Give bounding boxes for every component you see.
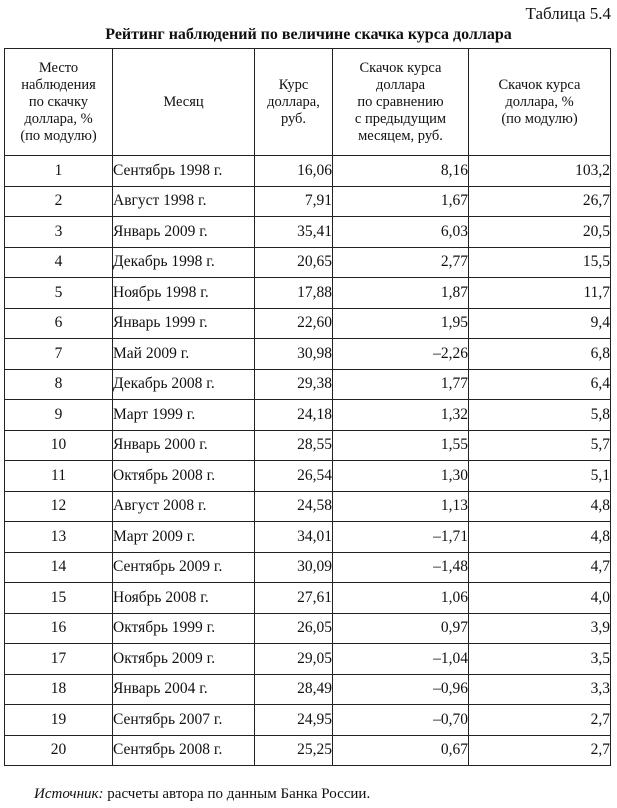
rank-cell: 12 (5, 491, 113, 522)
rate-cell: 28,55 (255, 430, 333, 461)
table-row (5, 308, 611, 339)
jump-rub-cell: 1,06 (333, 583, 469, 614)
jump-rub-cell: 0,67 (333, 735, 469, 766)
jump-rub-cell: 1,87 (333, 278, 469, 309)
jump-pct-cell: 3,5 (469, 644, 611, 675)
rank-cell: 1 (5, 156, 113, 187)
rate-cell: 20,65 (255, 247, 333, 278)
table-row (5, 247, 611, 278)
rank-cell: 9 (5, 400, 113, 431)
source-text: расчеты автора по данным Банка России. (103, 786, 371, 802)
rate-cell: 30,09 (255, 552, 333, 583)
month-cell: Март 1999 г. (113, 400, 255, 431)
table-row (5, 156, 611, 187)
header-jump-pct: Скачок курса доллара, % (по модулю) (469, 49, 611, 156)
jump-rub-cell: –1,48 (333, 552, 469, 583)
table-title: Рейтинг наблюдений по величине скачка курса доллара (105, 26, 512, 43)
table-row (5, 278, 611, 309)
jump-pct-cell: 4,8 (469, 522, 611, 553)
rate-cell: 17,88 (255, 278, 333, 309)
rate-cell: 26,54 (255, 461, 333, 492)
header-rate: Курс доллара, руб. (255, 49, 333, 156)
header-month: Месяц (113, 49, 255, 156)
table-number-label: Таблица 5.4 (525, 4, 611, 23)
jump-pct-cell: 5,8 (469, 400, 611, 431)
month-cell: Январь 2000 г. (113, 430, 255, 461)
rate-cell: 22,60 (255, 308, 333, 339)
month-cell: Август 2008 г. (113, 491, 255, 522)
jump-rub-cell: 1,13 (333, 491, 469, 522)
table-row (5, 461, 611, 492)
rate-cell: 7,91 (255, 186, 333, 217)
rank-cell: 3 (5, 217, 113, 248)
month-cell: Январь 1999 г. (113, 308, 255, 339)
jump-rub-cell: –2,26 (333, 339, 469, 370)
table-row (5, 674, 611, 705)
rank-cell: 17 (5, 644, 113, 675)
month-cell: Сентябрь 2008 г. (113, 735, 255, 766)
rate-cell: 24,95 (255, 705, 333, 736)
jump-rub-cell: 2,77 (333, 247, 469, 278)
rank-cell: 5 (5, 278, 113, 309)
jump-pct-cell: 20,5 (469, 217, 611, 248)
jump-rub-cell: 1,55 (333, 430, 469, 461)
jump-pct-cell: 3,3 (469, 674, 611, 705)
table-row (5, 339, 611, 370)
jump-pct-cell: 4,8 (469, 491, 611, 522)
month-cell: Октябрь 2008 г. (113, 461, 255, 492)
rate-cell: 26,05 (255, 613, 333, 644)
month-cell: Октябрь 2009 г. (113, 644, 255, 675)
table-row (5, 583, 611, 614)
rate-cell: 35,41 (255, 217, 333, 248)
rank-cell: 6 (5, 308, 113, 339)
month-cell: Январь 2009 г. (113, 217, 255, 248)
table-row (5, 613, 611, 644)
jump-pct-cell: 9,4 (469, 308, 611, 339)
table-row (5, 705, 611, 736)
jump-pct-cell: 4,7 (469, 552, 611, 583)
month-cell: Март 2009 г. (113, 522, 255, 553)
rank-cell: 2 (5, 186, 113, 217)
table-row (5, 644, 611, 675)
jump-rub-cell: 6,03 (333, 217, 469, 248)
jump-pct-cell: 2,7 (469, 705, 611, 736)
jump-pct-cell: 6,8 (469, 339, 611, 370)
month-cell: Декабрь 2008 г. (113, 369, 255, 400)
rank-cell: 13 (5, 522, 113, 553)
table-body (5, 156, 611, 766)
jump-pct-cell: 26,7 (469, 186, 611, 217)
jump-pct-cell: 3,9 (469, 613, 611, 644)
jump-rub-cell: 1,95 (333, 308, 469, 339)
month-cell: Сентябрь 2007 г. (113, 705, 255, 736)
jump-rub-cell: 0,97 (333, 613, 469, 644)
jump-pct-cell: 2,7 (469, 735, 611, 766)
jump-rub-cell: –1,71 (333, 522, 469, 553)
rate-cell: 29,05 (255, 644, 333, 675)
rank-cell: 7 (5, 339, 113, 370)
table-row (5, 186, 611, 217)
table-row (5, 522, 611, 553)
table-row (5, 735, 611, 766)
rate-cell: 24,58 (255, 491, 333, 522)
jump-rub-cell: –1,04 (333, 644, 469, 675)
jump-rub-cell: 1,77 (333, 369, 469, 400)
rank-cell: 20 (5, 735, 113, 766)
jump-rub-cell: –0,96 (333, 674, 469, 705)
jump-rub-cell: 1,30 (333, 461, 469, 492)
jump-rub-cell: 1,67 (333, 186, 469, 217)
rate-cell: 28,49 (255, 674, 333, 705)
rank-cell: 15 (5, 583, 113, 614)
month-cell: Сентябрь 1998 г. (113, 156, 255, 187)
jump-pct-cell: 103,2 (469, 156, 611, 187)
month-cell: Август 1998 г. (113, 186, 255, 217)
month-cell: Октябрь 1999 г. (113, 613, 255, 644)
table-row (5, 491, 611, 522)
table-row (5, 552, 611, 583)
rank-cell: 10 (5, 430, 113, 461)
jump-pct-cell: 5,7 (469, 430, 611, 461)
month-cell: Май 2009 г. (113, 339, 255, 370)
jump-rub-cell: –0,70 (333, 705, 469, 736)
jump-pct-cell: 6,4 (469, 369, 611, 400)
table-row (5, 217, 611, 248)
month-cell: Ноябрь 2008 г. (113, 583, 255, 614)
jump-pct-cell: 5,1 (469, 461, 611, 492)
rank-cell: 4 (5, 247, 113, 278)
rate-cell: 16,06 (255, 156, 333, 187)
header-rank: Место наблюдения по скачку доллара, % (по модулю) (5, 49, 113, 156)
rank-cell: 16 (5, 613, 113, 644)
rate-cell: 24,18 (255, 400, 333, 431)
table-row (5, 400, 611, 431)
month-cell: Декабрь 1998 г. (113, 247, 255, 278)
rank-cell: 18 (5, 674, 113, 705)
header-row (5, 49, 611, 156)
jump-pct-cell: 11,7 (469, 278, 611, 309)
month-cell: Ноябрь 1998 г. (113, 278, 255, 309)
exchange-rate-jump-table (4, 48, 611, 766)
jump-rub-cell: 8,16 (333, 156, 469, 187)
month-cell: Январь 2004 г. (113, 674, 255, 705)
rate-cell: 30,98 (255, 339, 333, 370)
rate-cell: 27,61 (255, 583, 333, 614)
rate-cell: 29,38 (255, 369, 333, 400)
jump-pct-cell: 4,0 (469, 583, 611, 614)
table-row (5, 369, 611, 400)
rank-cell: 14 (5, 552, 113, 583)
month-cell: Сентябрь 2009 г. (113, 552, 255, 583)
jump-pct-cell: 15,5 (469, 247, 611, 278)
rank-cell: 8 (5, 369, 113, 400)
source-note (34, 786, 370, 803)
rank-cell: 11 (5, 461, 113, 492)
rank-cell: 19 (5, 705, 113, 736)
rate-cell: 25,25 (255, 735, 333, 766)
header-jump-rub: Скачок курса доллара по сравнению с предыдущим месяцем, руб. (333, 49, 469, 156)
jump-rub-cell: 1,32 (333, 400, 469, 431)
rate-cell: 34,01 (255, 522, 333, 553)
table-row (5, 430, 611, 461)
source-label: Источник: (34, 786, 104, 802)
